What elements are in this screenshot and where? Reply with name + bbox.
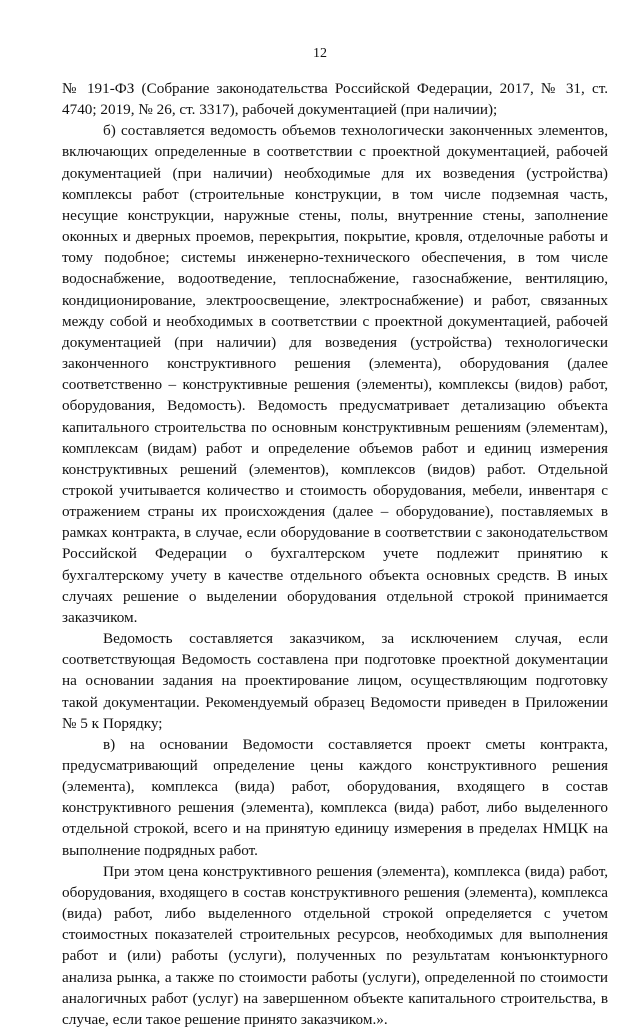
paragraph-price: При этом цена конструктивного решения (элемента), комплекса (вида) работ, оборудования, входящего в состав конструктивного решения (элемента), комплекса (вида) работ, либо выделенного отдельной строкой определяется с учетом стоимостных показателей строительных ресурсов, необходимых для выполнения работ и (или) работы (услуги), полученных по результатам конъюнктурного анализа рынка, а также по стоимости работы (услуги), определенной по стоимости аналогичных работ (услуг) на завершенном объекте капитального строительства, в случае, если такое решение принято заказчиком.». [62,862,608,1028]
paragraph-b: б) составляется ведомость объемов технологически законченных элементов, включающих определенные в соответствии с проектной документацией, рабочей документацией (при наличии) необходимые для их возведения (устройства) комплексы работ (строительные конструкции, в том числе подземная часть, несущие конструкции, наружные стены, полы, внутренние стены, заполнение оконных и дверных проемов, перекрытия, покрытие, кровля, отделочные работы и тому подобное; системы инженерно-технического обеспечения, в том числе водоснабжение, водоотведение, теплоснабжение, газоснабжение, вентиляцию, кондиционирование, электроосвещение, электроснабжение) и работ, связанных между собой и необходимых в соответствии с проектной документацией, рабочей документацией (при наличии) для возведения (устройства) технологически законченного конструктивного решения (элемента), оборудования (далее соответственно – конструктивные решения (элементы), комплексы (видов) работ, оборудования, Ведомость). Ведомость предусматривает детализацию объекта капитального строительства по основным конструктивным решениям (элементам), комплексам (видам) работ и определение объемов работ и единиц измерения конструктивных решений (элементов), комплексов (видов) работ. Отдельной строкой учитывается количество и стоимость оборудования, мебели, инвентаря с отражением страны их происхождения (далее – оборудование), поставляемых в рамках контракта, в случае, если оборудование в соответствии с законодательством Российской Федерации о бухгалтерском учете подлежит принятию к бухгалтерскому учету в качестве отдельного объекта основных средств. В иных случаях решение о выделении оборудования отдельной строкой принимается заказчиком. [62,122,608,626]
paragraph-vedomost: Ведомость составляется заказчиком, за исключением случая, если соответствующая Ведомость составлена при подготовке проектной документации на основании задания на проектирование лицом, осуществляющим подготовку такой документации. Рекомендуемый образец Ведомости приведен в Приложении № 5 к Порядку; [62,630,608,732]
paragraph-continuation: № 191-ФЗ (Собрание законодательства Российской Федерации, 2017, № 31, ст. 4740; 2019, № 26, ст. 3317), рабочей документацией (при наличии); [62,80,608,119]
paragraph-v: в) на основании Ведомости составляется проект сметы контракта, предусматривающий определение цены каждого конструктивного решения (элемента), комплекса (вида) работ, оборудования, входящего в состав конструктивного решения (элемента), комплекса (вида) работ, либо выделенного отдельной строкой, всего и на принятую единицу измерения в пределах НМЦК на выполнение подрядных работ. [62,735,608,859]
document-body [62,78,608,1030]
page-number: 12 [313,46,327,61]
